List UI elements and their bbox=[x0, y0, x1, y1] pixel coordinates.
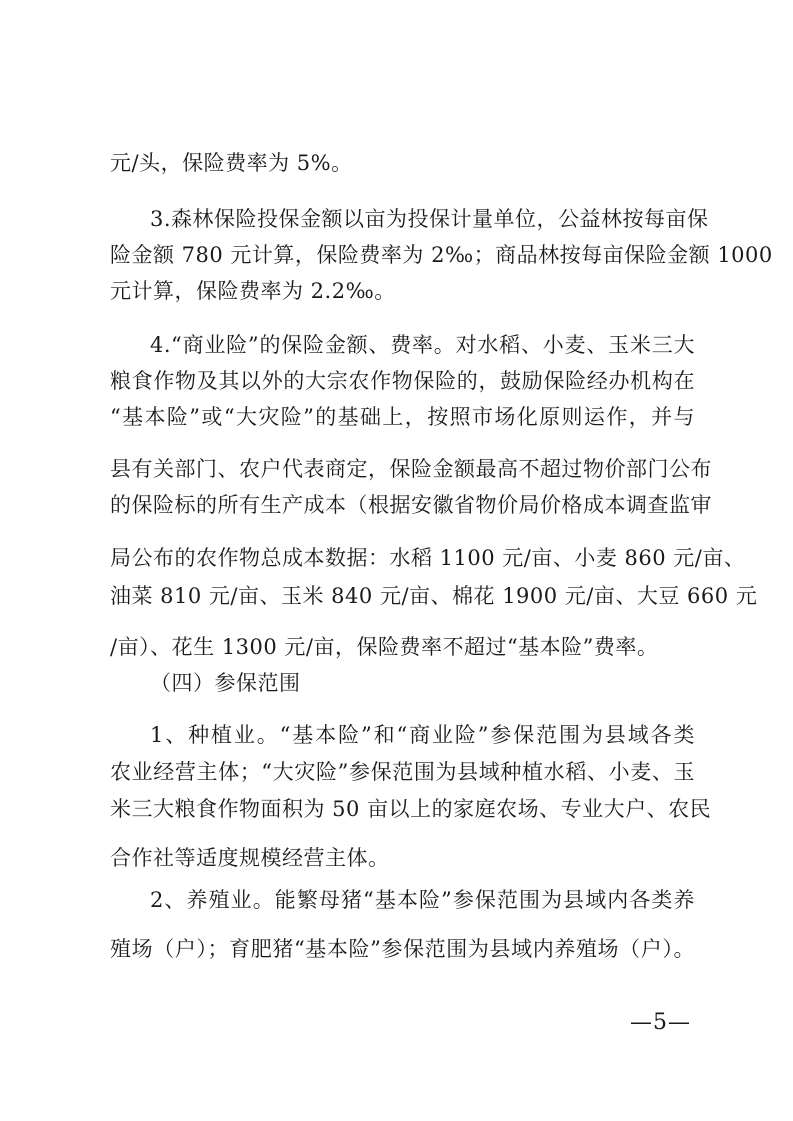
text-line: 2、养殖业。能繁母猪“基本险”参保范围为县域内各类养 bbox=[150, 888, 695, 912]
text-line: 元/头，保险费率为 5%。 bbox=[110, 151, 353, 175]
text-line: /亩）、花生 1300 元/亩，保险费率不超过“基本险”费率。 bbox=[110, 635, 659, 659]
text-line: 粮食作物及其以外的大宗农作物保险的，鼓励保险经办机构在 bbox=[110, 369, 695, 393]
text-line: 米三大粮食作物面积为 50 亩以上的家庭农场、专业大户、农民 bbox=[110, 797, 712, 821]
text-line: 局公布的农作物总成本数据：水稻 1100 元/亩、小麦 860 元/亩、 bbox=[110, 546, 746, 570]
text-line: 4.“商业险”的保险金额、费率。对水稻、小麦、玉米三大 bbox=[150, 333, 695, 357]
text-line: 合作社等适度规模经营主体。 bbox=[110, 846, 390, 870]
page-number: —5— bbox=[630, 1010, 691, 1035]
text-line: 的保险标的所有生产成本（根据安徽省物价局价格成本调查监审 bbox=[110, 493, 712, 517]
text-line: 农业经营主体；“大灾险”参保范围为县域种植水稻、小麦、玉 bbox=[110, 760, 695, 784]
text-line: 元计算，保险费率为 2.2‰。 bbox=[110, 279, 396, 303]
text-line: 县有关部门、农户代表商定，保险金额最高不超过物价部门公布 bbox=[110, 457, 712, 481]
text-line: 1、种植业。“基本险”和“商业险”参保范围为县域各类 bbox=[150, 723, 695, 747]
text-line: 险金额 780 元计算，保险费率为 2‰；商品林按每亩保险金额 1000 bbox=[110, 243, 773, 267]
text-line: “基本险”或“大灾险”的基础上，按照市场化原则运作，并与 bbox=[110, 405, 695, 429]
text-line: 殖场（户）；育肥猪“基本险”参保范围为县域内养殖场（户）。 bbox=[110, 937, 695, 961]
section-heading: （四）参保范围 bbox=[150, 671, 301, 695]
text-line: 油菜 810 元/亩、玉米 840 元/亩、棉花 1900 元/亩、大豆 660 元 bbox=[110, 584, 758, 608]
text-line: 3.森林保险投保金额以亩为投保计量单位，公益林按每亩保 bbox=[150, 207, 709, 231]
